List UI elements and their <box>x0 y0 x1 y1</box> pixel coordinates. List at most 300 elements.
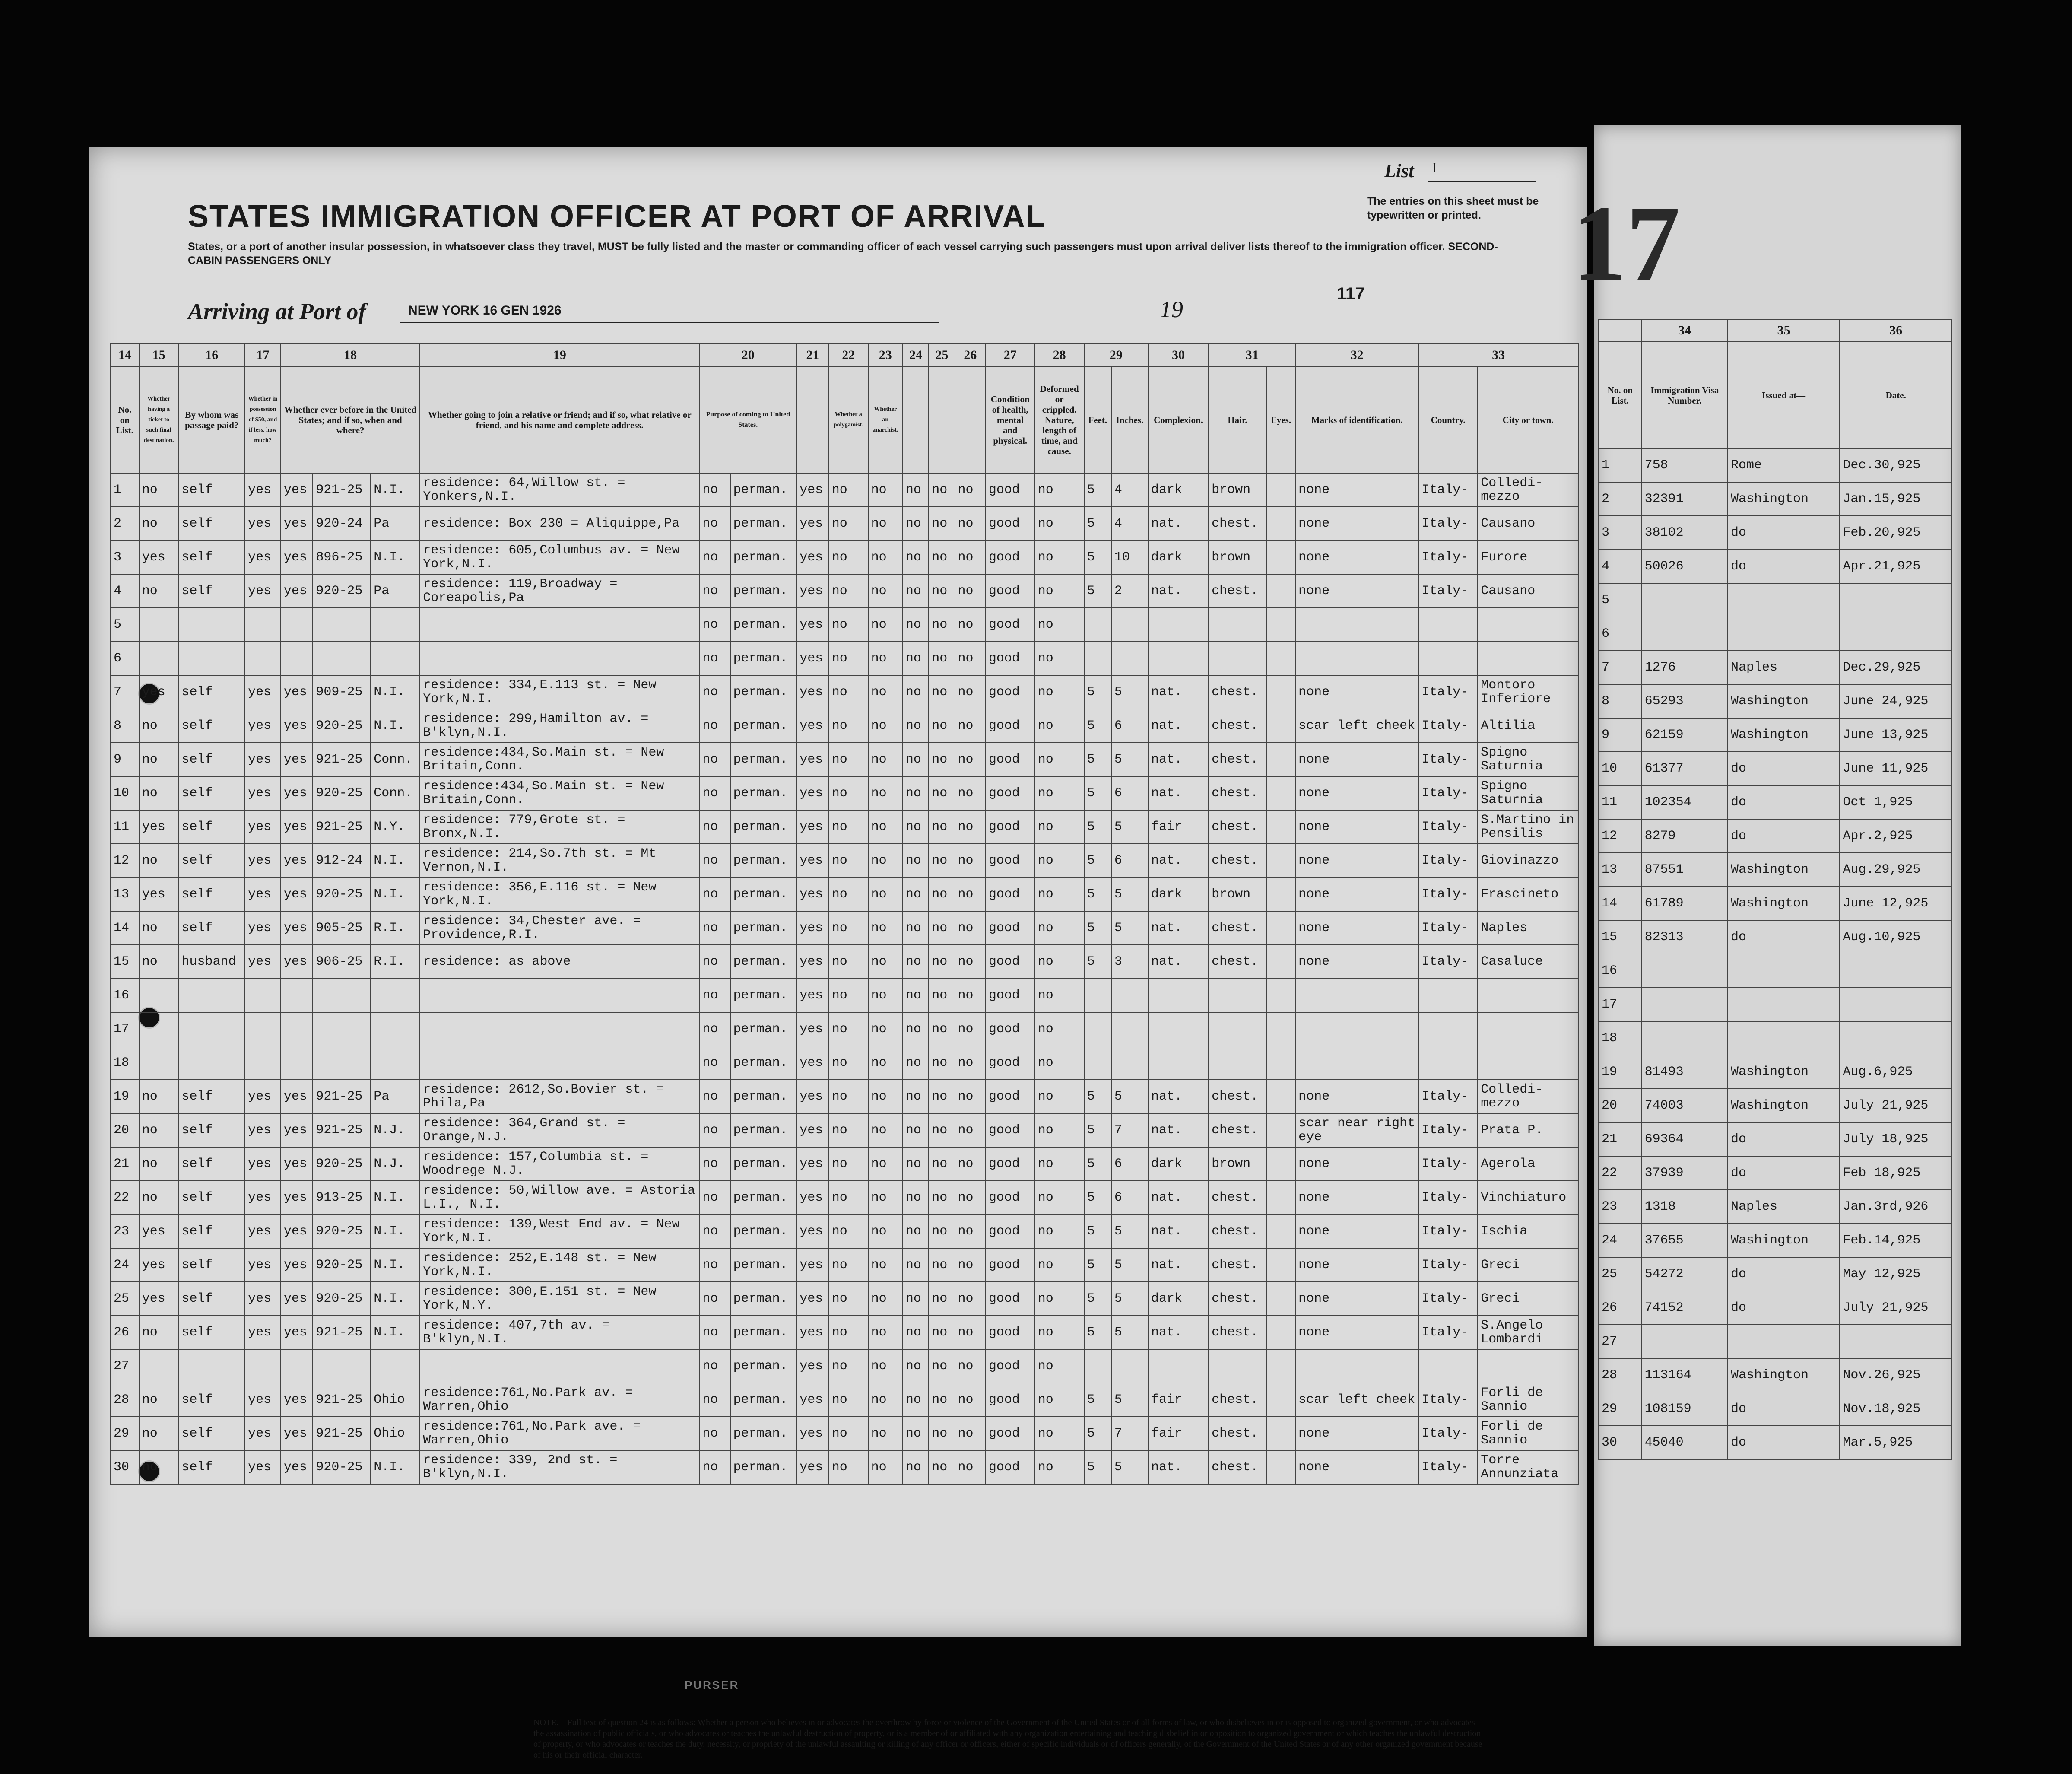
cell-issued: Washington <box>1728 1089 1840 1122</box>
cell-address: residence: 34,Chester ave. = Providence,R.I. <box>420 911 699 945</box>
cell-q21: yes <box>796 1181 829 1214</box>
cell-ft: 5 <box>1084 540 1111 574</box>
cell-before: yes <box>281 1417 313 1450</box>
cell-cond: good <box>986 1417 1035 1450</box>
cell-hair: chest. <box>1209 844 1266 877</box>
cell-in: 5 <box>1111 1080 1148 1113</box>
cell-fifty: yes <box>245 540 281 574</box>
cell-in: 5 <box>1111 810 1148 844</box>
header-fifty: Whether in possession of $50, and if less, how much? <box>245 366 281 473</box>
cell-in: 5 <box>1111 675 1148 709</box>
cell-perman: perman. <box>730 1450 797 1484</box>
visa-row <box>1599 819 1952 853</box>
cell-fifty: yes <box>245 1113 281 1147</box>
port-stamp: NEW YORK 16 GEN 1926 <box>408 303 562 318</box>
cell-visa <box>1642 1325 1728 1358</box>
cell-years <box>313 642 371 675</box>
cell-country: Italy- <box>1418 776 1478 810</box>
cell-q21: yes <box>796 945 829 979</box>
cell-marks: none <box>1295 743 1418 776</box>
cell-q25: no <box>929 608 955 642</box>
cell-date <box>1840 954 1952 988</box>
cell-in: 5 <box>1111 1282 1148 1316</box>
cell-city: Prata P. <box>1478 1113 1578 1147</box>
header-purpose: Purpose of coming to United States. <box>699 366 796 473</box>
cell-before <box>281 608 313 642</box>
cell-marks: none <box>1295 473 1418 507</box>
cell-ticket: no <box>139 844 179 877</box>
cell-issued: Washington <box>1728 718 1840 752</box>
cell-q25: no <box>929 1450 955 1484</box>
cell-q22: no <box>829 1080 868 1113</box>
cell-purpose: no <box>699 1417 730 1450</box>
cell-marks: none <box>1295 1282 1418 1316</box>
cell-in: 3 <box>1111 945 1148 979</box>
cell-visa: 61377 <box>1642 752 1728 785</box>
cell-issued <box>1728 988 1840 1021</box>
cell-q25: no <box>929 1383 955 1417</box>
cell-city: Colledi- mezzo <box>1478 1080 1578 1113</box>
cell-no: 23 <box>111 1214 139 1248</box>
cell-ticket: yes <box>139 1214 179 1248</box>
cell-q21: yes <box>796 1349 829 1383</box>
table-row <box>111 574 1578 608</box>
cell-q26: no <box>955 1181 986 1214</box>
cell-where: Pa <box>371 507 420 540</box>
cell-country: Italy- <box>1418 540 1478 574</box>
visa-row <box>1599 617 1952 651</box>
cell-visa: 37655 <box>1642 1224 1728 1257</box>
cell-def: no <box>1035 709 1084 743</box>
cell-issued: Washington <box>1728 1358 1840 1392</box>
cell-years: 921-25 <box>313 1080 371 1113</box>
cell-city: Naples <box>1478 911 1578 945</box>
cell-def: no <box>1035 1282 1084 1316</box>
cell-cond: good <box>986 844 1035 877</box>
cell-eyes <box>1266 473 1295 507</box>
cell-address: residence: 300,E.151 st. = New York,N.Y. <box>420 1282 699 1316</box>
cell-in: 6 <box>1111 844 1148 877</box>
cell-q26: no <box>955 1316 986 1349</box>
cell-paid: self <box>179 540 245 574</box>
header-marks: Marks of identification. <box>1295 366 1418 473</box>
cell-country <box>1418 1349 1478 1383</box>
cell-address: residence: 119,Broadway = Coreapolis,Pa <box>420 574 699 608</box>
cell-no: 22 <box>111 1181 139 1214</box>
cell-no: 24 <box>1599 1224 1642 1257</box>
cell-city <box>1478 979 1578 1012</box>
cell-paid: self <box>179 776 245 810</box>
cell-paid: husband <box>179 945 245 979</box>
cell-def: no <box>1035 540 1084 574</box>
cell-perman: perman. <box>730 1046 797 1080</box>
cell-date <box>1840 583 1952 617</box>
cell-q26: no <box>955 1282 986 1316</box>
cell-ticket: yes <box>139 1282 179 1316</box>
cell-paid: self <box>179 844 245 877</box>
cell-date: June 24,925 <box>1840 684 1952 718</box>
cell-def: no <box>1035 1012 1084 1046</box>
cell-issued <box>1728 1325 1840 1358</box>
cell-def: no <box>1035 1417 1084 1450</box>
cell-no: 29 <box>1599 1392 1642 1426</box>
cell-in <box>1111 642 1148 675</box>
cell-where: Conn. <box>371 776 420 810</box>
cell-hair <box>1209 979 1266 1012</box>
cell-before <box>281 979 313 1012</box>
header-ticket: Whether having a ticket to such final destination. <box>139 366 179 473</box>
cell-ticket: no <box>139 911 179 945</box>
cell-date: Apr.21,925 <box>1840 550 1952 583</box>
cell-q24: no <box>903 608 929 642</box>
cell-no: 29 <box>111 1417 139 1450</box>
cell-address <box>420 1349 699 1383</box>
cell-before: yes <box>281 1383 313 1417</box>
cell-ft <box>1084 1012 1111 1046</box>
cell-q23: no <box>868 743 903 776</box>
cell-city: Spigno Saturnia <box>1478 776 1578 810</box>
cell-country: Italy- <box>1418 877 1478 911</box>
cell-fifty: yes <box>245 1316 281 1349</box>
cell-perman: perman. <box>730 540 797 574</box>
cell-q23: no <box>868 608 903 642</box>
header-by-whom: By whom was passage paid? <box>179 366 245 473</box>
sheet-number: 17 <box>1572 184 1680 303</box>
cell-paid: self <box>179 1417 245 1450</box>
cell-q26: no <box>955 1214 986 1248</box>
cell-hair: chest. <box>1209 1080 1266 1113</box>
cell-years: 921-25 <box>313 1383 371 1417</box>
cell-ticket: no <box>139 574 179 608</box>
cell-comp: nat. <box>1148 743 1209 776</box>
cell-q21: yes <box>796 911 829 945</box>
cell-fifty <box>245 608 281 642</box>
cell-fifty: yes <box>245 911 281 945</box>
cell-issued: do <box>1728 550 1840 583</box>
cell-cond: good <box>986 1214 1035 1248</box>
cell-marks: none <box>1295 675 1418 709</box>
cell-ft: 5 <box>1084 1113 1111 1147</box>
cell-issued: Washington <box>1728 853 1840 887</box>
cell-where: Pa <box>371 574 420 608</box>
cell-years: 905-25 <box>313 911 371 945</box>
cell-marks: none <box>1295 1316 1418 1349</box>
cell-q25: no <box>929 1248 955 1282</box>
cell-cond: good <box>986 1181 1035 1214</box>
cell-address: residence:761,No.Park av. = Warren,Ohio <box>420 1383 699 1417</box>
cell-q22: no <box>829 709 868 743</box>
visa-row <box>1599 1291 1952 1325</box>
cell-paid: self <box>179 1316 245 1349</box>
cell-marks: none <box>1295 1080 1418 1113</box>
cell-issued <box>1728 1021 1840 1055</box>
cell-paid: self <box>179 1450 245 1484</box>
cell-where <box>371 608 420 642</box>
visa-row <box>1599 1358 1952 1392</box>
cell-visa: 32391 <box>1642 482 1728 516</box>
cell-def: no <box>1035 1046 1084 1080</box>
cell-eyes <box>1266 574 1295 608</box>
cell-address <box>420 1012 699 1046</box>
col-number: 26 <box>955 344 986 366</box>
col-number: 33 <box>1418 344 1578 366</box>
cell-paid: self <box>179 1383 245 1417</box>
cell-ticket <box>139 1349 179 1383</box>
visa-row <box>1599 550 1952 583</box>
cell-years: 920-25 <box>313 1450 371 1484</box>
cell-purpose: no <box>699 675 730 709</box>
cell-def: no <box>1035 642 1084 675</box>
cell-paid: self <box>179 1214 245 1248</box>
cell-hair: chest. <box>1209 776 1266 810</box>
cell-marks: none <box>1295 1248 1418 1282</box>
cell-q25: no <box>929 1349 955 1383</box>
cell-hair <box>1209 1349 1266 1383</box>
cell-q24: no <box>903 810 929 844</box>
cell-q25: no <box>929 743 955 776</box>
cell-q24: no <box>903 540 929 574</box>
cell-ft: 5 <box>1084 1248 1111 1282</box>
cell-q26: no <box>955 776 986 810</box>
cell-fifty: yes <box>245 1248 281 1282</box>
cell-q23: no <box>868 473 903 507</box>
cell-def: no <box>1035 844 1084 877</box>
cell-no: 5 <box>1599 583 1642 617</box>
cell-where: N.Y. <box>371 810 420 844</box>
cell-q21: yes <box>796 642 829 675</box>
cell-before: yes <box>281 473 313 507</box>
visa-row <box>1599 482 1952 516</box>
cell-visa: 54272 <box>1642 1257 1728 1291</box>
cell-eyes <box>1266 1282 1295 1316</box>
table-row <box>111 911 1578 945</box>
cell-in <box>1111 608 1148 642</box>
cell-no: 25 <box>111 1282 139 1316</box>
table-row <box>111 540 1578 574</box>
cell-purpose: no <box>699 1080 730 1113</box>
cell-before: yes <box>281 1214 313 1248</box>
cell-visa: 102354 <box>1642 785 1728 819</box>
visa-row <box>1599 1122 1952 1156</box>
cell-years: 906-25 <box>313 945 371 979</box>
cell-q26: no <box>955 540 986 574</box>
cell-q23: no <box>868 776 903 810</box>
cell-q23: no <box>868 1383 903 1417</box>
cell-paid: self <box>179 574 245 608</box>
cell-cond: good <box>986 709 1035 743</box>
cell-no: 4 <box>1599 550 1642 583</box>
cell-ticket: no <box>139 743 179 776</box>
cell-eyes <box>1266 507 1295 540</box>
cell-q24: no <box>903 945 929 979</box>
cell-purpose: no <box>699 1450 730 1484</box>
col-number: 21 <box>796 344 829 366</box>
cell-perman: perman. <box>730 1113 797 1147</box>
cell-comp: nat. <box>1148 675 1209 709</box>
cell-fifty: yes <box>245 810 281 844</box>
cell-cond: good <box>986 1046 1035 1080</box>
cell-city: Greci <box>1478 1282 1578 1316</box>
cell-cond: good <box>986 1316 1035 1349</box>
cell-address <box>420 979 699 1012</box>
cell-date: July 18,925 <box>1840 1122 1952 1156</box>
cell-q25: no <box>929 945 955 979</box>
cell-visa <box>1642 988 1728 1021</box>
cell-q26: no <box>955 675 986 709</box>
cell-q22: no <box>829 1214 868 1248</box>
col-number: 24 <box>903 344 929 366</box>
cell-q24: no <box>903 574 929 608</box>
cell-comp: nat. <box>1148 844 1209 877</box>
cell-no: 23 <box>1599 1190 1642 1224</box>
cell-comp: dark <box>1148 473 1209 507</box>
table-row <box>111 608 1578 642</box>
cell-eyes <box>1266 540 1295 574</box>
cell-city: Casaluce <box>1478 945 1578 979</box>
cell-marks: none <box>1295 1181 1418 1214</box>
cell-years: 921-25 <box>313 810 371 844</box>
cell-def: no <box>1035 1080 1084 1113</box>
cell-before <box>281 642 313 675</box>
cell-country: Italy- <box>1418 507 1478 540</box>
cell-purpose: no <box>699 1147 730 1181</box>
table-row <box>111 1383 1578 1417</box>
cell-q23: no <box>868 979 903 1012</box>
cell-paid <box>179 1349 245 1383</box>
cell-q24: no <box>903 1248 929 1282</box>
cell-fifty: yes <box>245 776 281 810</box>
cell-q25: no <box>929 1214 955 1248</box>
cell-hair: chest. <box>1209 507 1266 540</box>
cell-country: Italy- <box>1418 709 1478 743</box>
cell-q23: no <box>868 642 903 675</box>
cell-q24: no <box>903 1349 929 1383</box>
cell-no: 26 <box>111 1316 139 1349</box>
cell-years: 921-25 <box>313 473 371 507</box>
cell-eyes <box>1266 675 1295 709</box>
cell-perman: perman. <box>730 1349 797 1383</box>
cell-cond: good <box>986 574 1035 608</box>
cell-purpose: no <box>699 1214 730 1248</box>
cell-q24: no <box>903 473 929 507</box>
cell-before: yes <box>281 1450 313 1484</box>
cell-eyes <box>1266 1012 1295 1046</box>
cell-def: no <box>1035 507 1084 540</box>
cell-q26: no <box>955 473 986 507</box>
footnote: NOTE.—Full text of question 24 is as follows: Whether a person who believes in or advocates the overthrow by force or violence of the Government of the United States or of all forms of law, or who disbelieves in or is opposed to organized government, or who advocates the assassination of public officials, or who advocates or teaches the unlawful destruction of property, or is a member of or affiliated with any organization entertaining and teaching disbelief in or opposition to organized government or which teaches the unlawful destruction of property, or who advocates or teaches the duty, necessity, or propriety of the unlawful assaulting or killing of any officer or officers, either of specific individuals or of officers generally, of the Government of the United States or of any other organized government because of his or their official character. <box>533 1718 1482 1760</box>
cell-q23: no <box>868 507 903 540</box>
cell-where: N.I. <box>371 1316 420 1349</box>
cell-marks: scar near right eye <box>1295 1113 1418 1147</box>
cell-ft: 5 <box>1084 776 1111 810</box>
cell-issued: Washington <box>1728 482 1840 516</box>
cell-q22: no <box>829 844 868 877</box>
cell-paid: self <box>179 877 245 911</box>
cell-issued: do <box>1728 1257 1840 1291</box>
cell-perman: perman. <box>730 507 797 540</box>
cell-eyes <box>1266 1181 1295 1214</box>
visa-row <box>1599 684 1952 718</box>
cell-ticket <box>139 1046 179 1080</box>
cell-no: 14 <box>1599 887 1642 920</box>
cell-comp: nat. <box>1148 776 1209 810</box>
cell-marks <box>1295 979 1418 1012</box>
cell-hair: chest. <box>1209 1282 1266 1316</box>
cell-date: Jan.3rd,926 <box>1840 1190 1952 1224</box>
cell-q24: no <box>903 1316 929 1349</box>
cell-purpose: no <box>699 608 730 642</box>
cell-where <box>371 1046 420 1080</box>
cell-ft: 5 <box>1084 1181 1111 1214</box>
cell-years: 913-25 <box>313 1181 371 1214</box>
cell-visa <box>1642 954 1728 988</box>
cell-def: no <box>1035 743 1084 776</box>
cell-visa: 82313 <box>1642 920 1728 954</box>
cell-purpose: no <box>699 945 730 979</box>
cell-city: Altilia <box>1478 709 1578 743</box>
cell-before: yes <box>281 540 313 574</box>
cell-date: June 11,925 <box>1840 752 1952 785</box>
cell-q24: no <box>903 1080 929 1113</box>
list-underline <box>1428 181 1536 182</box>
cell-purpose: no <box>699 1282 730 1316</box>
cell-def: no <box>1035 675 1084 709</box>
header-complexion: Complexion. <box>1148 366 1209 473</box>
cell-perman: perman. <box>730 642 797 675</box>
cell-ticket <box>139 608 179 642</box>
cell-q22: no <box>829 911 868 945</box>
cell-perman: perman. <box>730 1181 797 1214</box>
cell-hair: chest. <box>1209 945 1266 979</box>
cell-q26: no <box>955 1417 986 1450</box>
cell-in: 5 <box>1111 743 1148 776</box>
cell-purpose: no <box>699 810 730 844</box>
cell-eyes <box>1266 1080 1295 1113</box>
col-number: 19 <box>420 344 699 366</box>
cell-cond: good <box>986 1248 1035 1282</box>
table-row <box>111 945 1578 979</box>
visa-row <box>1599 1156 1952 1190</box>
cell-country: Italy- <box>1418 743 1478 776</box>
cell-q24: no <box>903 709 929 743</box>
cell-before: yes <box>281 810 313 844</box>
cell-q26: no <box>955 642 986 675</box>
cell-where: N.I. <box>371 877 420 911</box>
cell-perman: perman. <box>730 776 797 810</box>
cell-q26: no <box>955 810 986 844</box>
cell-issued: Rome <box>1728 448 1840 482</box>
table-row <box>111 1417 1578 1450</box>
cell-comp: nat. <box>1148 574 1209 608</box>
cell-cond: good <box>986 1282 1035 1316</box>
cell-q26: no <box>955 1012 986 1046</box>
visa-table <box>1598 319 1952 1460</box>
cell-city: Greci <box>1478 1248 1578 1282</box>
cell-no: 12 <box>1599 819 1642 853</box>
col-number: 29 <box>1084 344 1148 366</box>
cell-def: no <box>1035 1349 1084 1383</box>
cell-marks <box>1295 1349 1418 1383</box>
cell-marks: none <box>1295 945 1418 979</box>
cell-visa: 108159 <box>1642 1392 1728 1426</box>
cell-purpose: no <box>699 1113 730 1147</box>
cell-country: Italy- <box>1418 1417 1478 1450</box>
cell-country <box>1418 1012 1478 1046</box>
col-number: 16 <box>179 344 245 366</box>
cell-years: 920-25 <box>313 1282 371 1316</box>
cell-comp: fair <box>1148 1417 1209 1450</box>
cell-q26: no <box>955 1046 986 1080</box>
